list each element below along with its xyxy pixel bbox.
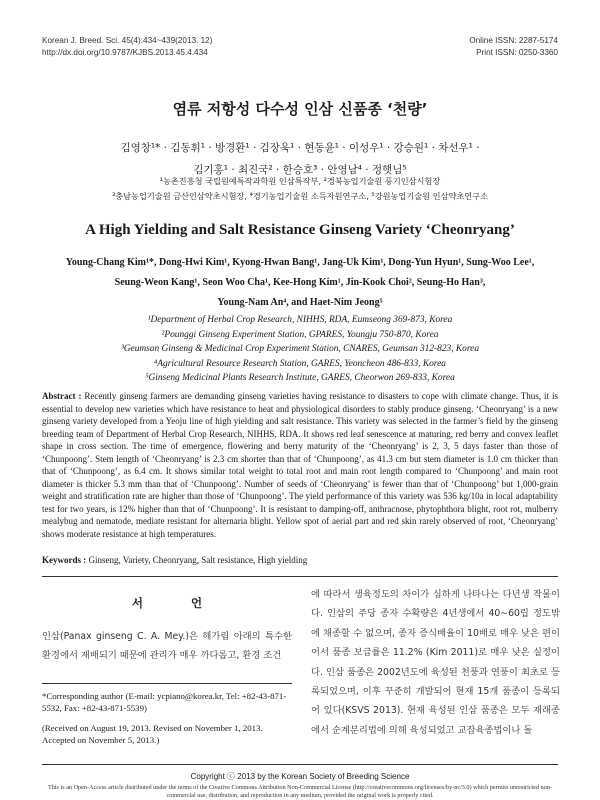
keywords-text: Ginseng, Variety, Cheonryang, Salt resistance, High yielding (88, 555, 308, 565)
english-authors (45, 253, 555, 313)
keywords (42, 555, 558, 565)
abstract-text: Recently ginseng farmers are demanding ginseng varieties having resistance to disasters to cope with climate change. Thus, it is essential to develop new varieties which have resistance to heat and physiological disorders to stably produce ginseng. ‘Cheonryang’ is a new ginseng variety developed from a Yeoju line of high yielding and salt resistance. This variety was selected in the farmer’s field by the ginseng breeding team of Department of Herbal Crop Research, NIHHS, RDA. It shows red leaf senescence at maturing, red berry and convex leaflet shape in cross section. The time of emergence, flowering and berry maturity of the ‘Cheonryang’ is 2, 3, 5 days faster than those of ‘Chunpoong’. Stem length of ‘Cheonryang’ is 2.3 cm shorter than that of ‘Chunpoong’, as 41.3 cm but stem diameter is 1.0 cm thicker than that of ‘Chunpoong’, as 6.4 cm. It shows similar total weight to total root and main root length compared to ‘Chunpoong’ and main root diameter is thicker 5.3 mm than that of ‘Chunpoong’. Number of seeds of ‘Cheonryang’ is fewer than that of ‘Chunpoong’ but 1,000-grain weight and stratification rate are higher than those of ‘Chunpoong’. The yield performance of this variety was 536 kg/10a in local adaptability test for two years, is 12% higher than that of ‘Chunpoong’. It is resistant to damping-off, anthracnose, phytophthora blight, root rot, mulberry mealybug and nematode, mediate resistant for alternaria blight. Yellow spot of aerial part and red skin rarely observed of root, ‘Cheonryang’ shows moderate resistance at high temperatures. (42, 391, 558, 539)
korean-authors-line: 김기홍¹ · 최진국² · 한승호³ · 안영남⁴ · 정햇님⁵ (193, 164, 407, 176)
english-affiliation: ³Geumsan Ginseng & Medicinal Crop Experiment Station, CNARES, Geumsan 312-823, Korea (120, 344, 480, 354)
korean-authors (60, 137, 540, 181)
korean-affiliation: ¹농촌진흥청 국립원예특작과학원 인삼특작부, ²경북농업기술원 풍기인삼시험장 (159, 176, 441, 186)
english-affiliation: ¹Department of Herbal Crop Research, NIHHS, RDA, Eumseong 369-873, Korea (147, 315, 453, 325)
corresponding-author-note: *Corresponding author (E-mail: ycpiano@korea.kr, Tel: +82-43-871-5532, Fax: +82-43-871-5539) (42, 691, 287, 714)
section-heading-introduction: 서 언 (131, 596, 225, 610)
journal-citation: Korean J. Breed. Sci. 45(4):434~439(2013. 12) (42, 36, 213, 45)
right-column-text: 에 따라서 생육정도의 차이가 심하게 나타나는 다년생 작물이다. 인삼의 주당 종자 수확량은 4년생에서 40∼60립 정도밖에 채종할 수 없으며, 종자 증식배율이 10배로 매우 낮은 편이어서 품종 보급률은 11.2% (Kim 2011)로 매우 낮은 실정이다. 인삼 품종은 2002년도에 육성된 천풍과 연풍이 최초로 등록되었으며, 이후 꾸준히 개발되어 현재 15개 품종이 등록되어 있다(KSVS 2013). 현재 육성된 인삼 품종은 모두 재래종에서 순계분리법에 의해 육성되었고 교잡육종법이나 돌 (311, 589, 560, 736)
received-dates-note: (Received on August 19, 2013. Revised on November 1, 2013. Accepted on November 5, 2013.) (42, 723, 263, 746)
license-notice: This is an Open-Access article distributed under the terms of the Creative Commons Attribution Non-Commercial License (http://creativecommons.org/licenses/by-nc/3.0) which permits unrestricted non-commercial use, distribution, and reproduction in any medium, provided the original work is properly cited. (47, 784, 553, 799)
keywords-label: Keywords : (42, 555, 87, 565)
english-affiliation: ²Pounggi Ginseng Experiment Station, GPARES, Youngju 750-870, Korea (161, 329, 439, 340)
footer-divider (42, 764, 558, 765)
korean-title: 염류 저항성 다수성 인삼 신품종 ‘천량’ (172, 100, 428, 118)
english-affiliations (0, 313, 600, 386)
english-title: A High Yielding and Salt Resistance Ginseng Variety ‘Cheonryang’ (85, 222, 515, 238)
online-issn: Online ISSN: 2287-5174 (469, 36, 558, 45)
abstract (42, 390, 558, 540)
journal-header-left (42, 35, 212, 59)
english-affiliation: ⁴Agricultural Resource Research Station, GARES, Yeoncheon 486-833, Korea (154, 358, 446, 369)
left-column (42, 595, 292, 665)
footnote-divider (42, 683, 292, 684)
section-divider (42, 576, 558, 577)
english-authors-line: Young-Nam An⁴, and Haet-Nim Jeong⁵ (217, 297, 383, 308)
english-authors-line: Young-Chang Kim¹*, Dong-Hwi Kim¹, Kyong-Hwan Bang¹, Jang-Uk Kim¹, Dong-Yun Hyun¹, Sung-Woo Lee¹, (65, 257, 535, 268)
abstract-label: Abstract : (42, 391, 82, 401)
english-authors-line: Seung-Weon Kang¹, Seon Woo Cha¹, Kee-Hong Kim¹, Jin-Kook Choi², Seung-Ho Han³, (114, 277, 486, 288)
intro-paragraph: 인삼(Panax ginseng C. A. Mey.)은 해가림 아래의 특수한 환경에서 재배되기 때문에 관리가 매우 까다롭고, 환경 조건 (42, 631, 292, 661)
english-affiliation: ⁵Ginseng Medicinal Plants Research Institute, GARES, Cheorwon 269-833, Korea (145, 373, 455, 383)
journal-header-right (469, 35, 558, 59)
korean-affiliation: ³충남농업기술원 금산인삼약초시험장, ⁴경기농업기술원 소득자원연구소, ⁵강원농업기술원 인삼약초연구소 (111, 191, 489, 201)
copyright-notice: Copyright ⓒ 2013 by the Korean Society of Breeding Science (190, 772, 410, 781)
print-issn: Print ISSN: 0250-3360 (476, 48, 558, 57)
doi-link[interactable]: http://dx.doi.org/10.9787/KJBS.2013.45.4.434 (42, 48, 208, 57)
korean-authors-line: 김영창¹* · 김동휘¹ · 방경환¹ · 김장욱¹ · 현동윤¹ · 이성우¹ · 강승원¹ · 차선우¹ · (120, 142, 480, 154)
